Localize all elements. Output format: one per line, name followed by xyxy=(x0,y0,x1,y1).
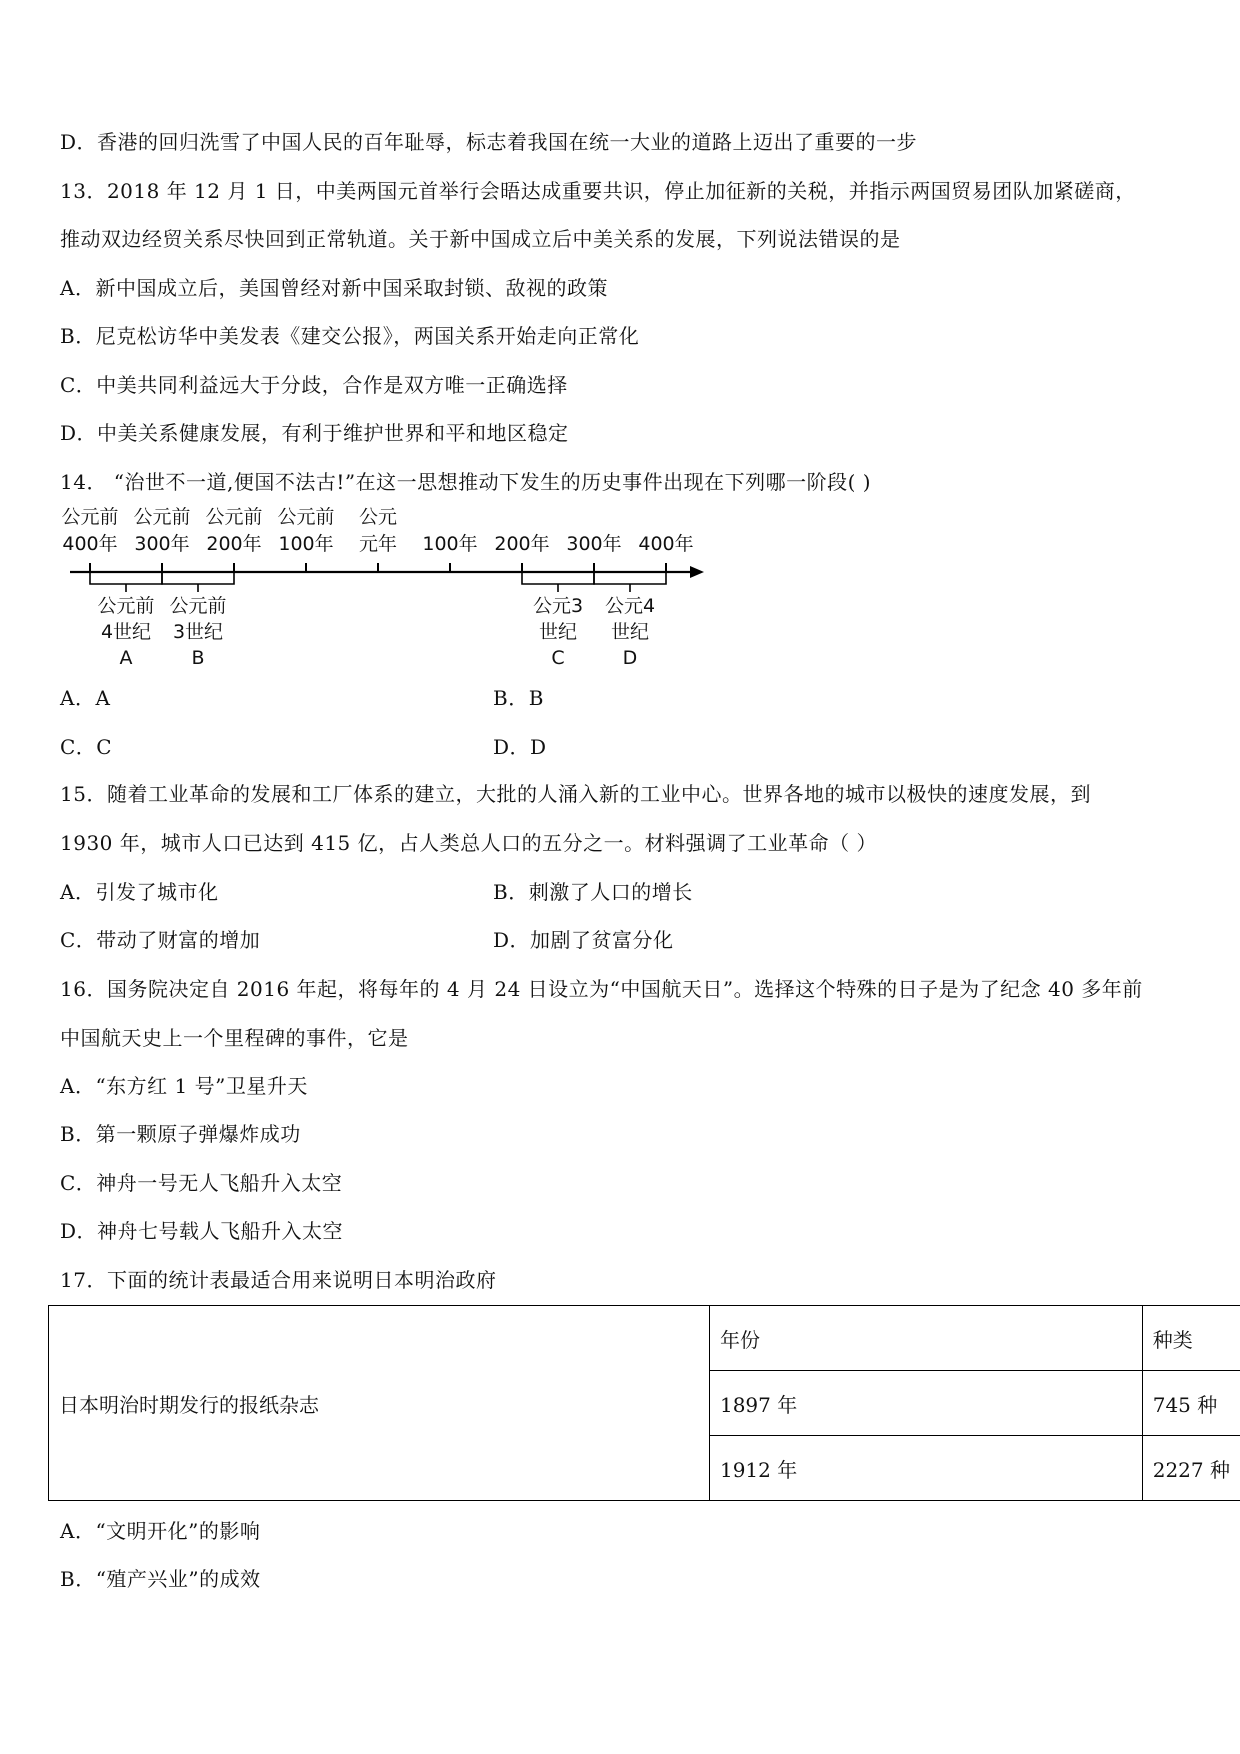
timeline-tick-label: 公元前 xyxy=(277,506,335,528)
q14-option-a: A．A xyxy=(60,686,111,710)
timeline-tick-year: 300年 xyxy=(566,533,622,555)
period-label-line1: 公元3 xyxy=(532,595,584,617)
q14-timeline-figure xyxy=(50,500,710,675)
q16-option-d: D．神舟七号载人飞船升入太空 xyxy=(60,1219,344,1243)
q13-stem-line1: 13．2018 年 12 月 1 日，中美两国元首举行会晤达成重要共识，停止加征新的关税，并指示两国贸易团队加紧磋商， xyxy=(60,179,1136,203)
q14-option-c: C．C xyxy=(60,735,113,759)
timeline-tick-label: 公元 xyxy=(358,506,398,528)
q16-stem-line2: 中国航天史上一个里程碑的事件，它是 xyxy=(60,1026,409,1050)
period-bracket xyxy=(522,572,594,584)
q15-option-c: C．带动了财富的增加 xyxy=(60,928,261,952)
q13-option-c: C．中美共同利益远大于分歧，合作是双方唯一正确选择 xyxy=(60,373,568,397)
q17-stem: 17．下面的统计表最适合用来说明日本明治政府 xyxy=(60,1268,497,1292)
q16-option-c: C．神舟一号无人飞船升入太空 xyxy=(60,1171,343,1195)
table-header-kind: 种类 xyxy=(1142,1306,1240,1371)
period-letter: C xyxy=(551,647,565,669)
timeline-tick-year: 300年 xyxy=(134,533,190,555)
q13-option-b: B．尼克松访华中美发表《建交公报》，两国关系开始走向正常化 xyxy=(60,324,640,348)
table-cell-year: 1897 年 xyxy=(709,1371,1142,1436)
timeline-tick-label: 公元前 xyxy=(133,506,191,528)
q15-option-b: B．刺激了人口的增长 xyxy=(493,880,693,904)
period-bracket xyxy=(594,572,666,584)
table-cell-year: 1912 年 xyxy=(709,1436,1142,1501)
timeline-tick-label: 公元前 xyxy=(205,506,263,528)
period-letter: D xyxy=(622,647,638,669)
table-left-label: 日本明治时期发行的报纸杂志 xyxy=(49,1306,710,1501)
q17-option-a: A．“文明开化”的影响 xyxy=(60,1519,261,1543)
q16-option-a: A．“东方红 1 号”卫星升天 xyxy=(60,1074,308,1098)
q13-stem-line2: 推动双边经贸关系尽快回到正常轨道。关于新中国成立后中美关系的发展，下列说法错误的是 xyxy=(60,227,901,251)
q15-stem-line2: 1930 年，城市人口已达到 415 亿，占人类总人口的五分之一。材料强调了工业革命（ ） xyxy=(60,831,878,855)
period-label-line1: 公元前 xyxy=(169,595,227,617)
q16-stem-line1: 16．国务院决定自 2016 年起，将每年的 4 月 24 日设立为“中国航天日”。选择这个特殊的日子是为了纪念 40 多年前 xyxy=(60,977,1143,1001)
period-label-line1: 公元前 xyxy=(97,595,155,617)
q13-option-a: A．新中国成立后，美国曾经对新中国采取封锁、敌视的政策 xyxy=(60,276,608,300)
timeline-arrow xyxy=(690,566,704,578)
timeline-tick-year: 400年 xyxy=(638,533,694,555)
period-label-line2: 3世纪 xyxy=(172,621,224,643)
timeline-tick-label: 公元前 xyxy=(61,506,119,528)
q14-option-d: D．D xyxy=(493,735,547,759)
q16-option-b: B．第一颗原子弹爆炸成功 xyxy=(60,1122,301,1146)
q14-stem: 14． “治世不一道,便国不法古!”在这一思想推动下发生的历史事件出现在下列哪一阶段( ) xyxy=(60,470,872,494)
q15-option-d: D．加剧了贫富分化 xyxy=(493,928,674,952)
period-label-line2: 4世纪 xyxy=(100,621,152,643)
q17-stats-table xyxy=(48,1305,1240,1501)
table-cell-kind: 2227 种 xyxy=(1142,1436,1240,1501)
period-label-line2: 世纪 xyxy=(538,621,578,643)
q17-option-b: B．“殖产兴业”的成效 xyxy=(60,1567,261,1591)
period-label-line1: 公元4 xyxy=(604,595,656,617)
timeline-tick-year: 元年 xyxy=(358,533,398,555)
q15-option-a: A．引发了城市化 xyxy=(60,880,219,904)
period-bracket xyxy=(90,572,162,584)
period-bracket xyxy=(162,572,234,584)
q13-option-d: D．中美关系健康发展，有利于维护世界和平和地区稳定 xyxy=(60,421,569,445)
timeline-tick-year: 100年 xyxy=(422,533,478,555)
timeline-tick-year: 200年 xyxy=(206,533,262,555)
period-letter: B xyxy=(191,647,205,669)
timeline-tick-year: 400年 xyxy=(62,533,118,555)
timeline-tick-year: 200年 xyxy=(494,533,550,555)
q12-option-d: D．香港的回归洗雪了中国人民的百年耻辱，标志着我国在统一大业的道路上迈出了重要的一步 xyxy=(60,130,918,154)
q15-stem-line1: 15．随着工业革命的发展和工厂体系的建立，大批的人涌入新的工业中心。世界各地的城市以极快的速度发展，到 xyxy=(60,782,1091,806)
table-cell-kind: 745 种 xyxy=(1142,1371,1240,1436)
table-header-year: 年份 xyxy=(709,1306,1142,1371)
period-letter: A xyxy=(119,647,133,669)
period-label-line2: 世纪 xyxy=(610,621,650,643)
q14-option-b: B．B xyxy=(493,686,544,710)
table-row xyxy=(49,1306,1240,1371)
timeline-tick-year: 100年 xyxy=(278,533,334,555)
